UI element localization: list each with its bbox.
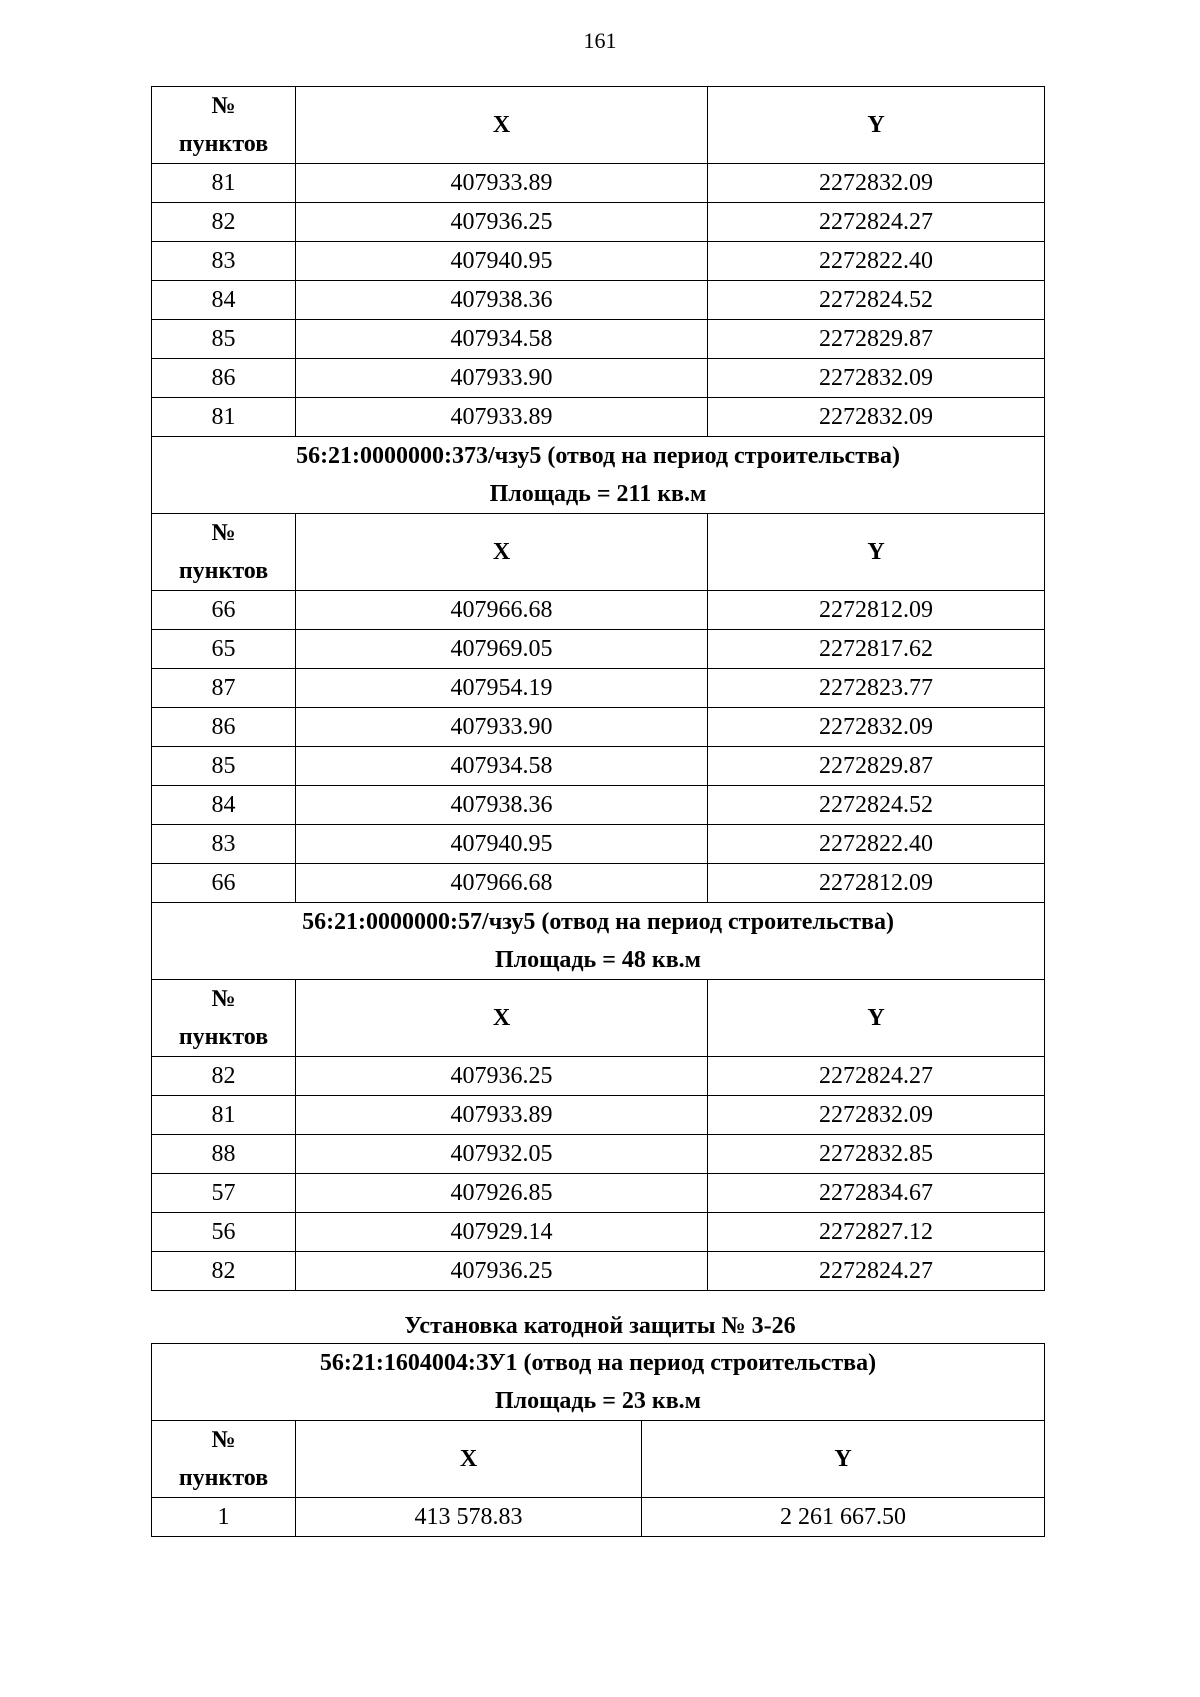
x-value: 407940.95 xyxy=(296,242,708,281)
x-value: 407933.90 xyxy=(296,708,708,747)
parcel-title: 56:21:1604004:ЗУ1 (отвод на период строительства) xyxy=(319,1350,877,1376)
y-value: 2272824.52 xyxy=(708,786,1045,825)
point-number: 87 xyxy=(152,669,296,708)
point-number: 85 xyxy=(152,320,296,359)
point-number: 65 xyxy=(152,630,296,669)
table-row xyxy=(152,398,1045,437)
x-value: 407938.36 xyxy=(296,281,708,320)
parcel-area: Площадь = 48 кв.м xyxy=(494,947,702,973)
y-value: 2272824.27 xyxy=(708,1252,1045,1291)
parcel-header-row xyxy=(152,903,1045,980)
point-number: 82 xyxy=(152,203,296,242)
y-value: 2272822.40 xyxy=(708,825,1045,864)
y-value: 2272834.67 xyxy=(708,1174,1045,1213)
y-value: 2272824.52 xyxy=(708,281,1045,320)
header-x: X xyxy=(296,87,708,164)
parcel-title: 56:21:0000000:373/чзу5 (отвод на период строительства) xyxy=(296,443,900,469)
column-header-row xyxy=(152,1421,1045,1498)
x-value: 407938.36 xyxy=(296,786,708,825)
x-value: 407969.05 xyxy=(296,630,708,669)
x-value: 407926.85 xyxy=(296,1174,708,1213)
point-number: 66 xyxy=(152,864,296,903)
parcel-header-row xyxy=(152,437,1045,514)
cathodic-coordinates-table xyxy=(151,1343,1045,1537)
header-y: Y xyxy=(708,514,1045,591)
y-value: 2272832.09 xyxy=(708,708,1045,747)
point-number: 86 xyxy=(152,359,296,398)
table-row xyxy=(152,669,1045,708)
point-number: 82 xyxy=(152,1252,296,1291)
x-value: 407936.25 xyxy=(296,1057,708,1096)
parcel-cell xyxy=(152,903,1045,980)
x-value: 407933.90 xyxy=(296,359,708,398)
parcel-cell xyxy=(152,437,1045,514)
header-point-number: № пунктов xyxy=(152,514,296,591)
x-value: 407934.58 xyxy=(296,320,708,359)
table-row xyxy=(152,630,1045,669)
x-value: 407936.25 xyxy=(296,203,708,242)
header-y: Y xyxy=(642,1421,1045,1498)
x-value: 407936.25 xyxy=(296,1252,708,1291)
table-row xyxy=(152,1174,1045,1213)
header-point-number: № пунктов xyxy=(152,980,296,1057)
table-row xyxy=(152,747,1045,786)
table-row xyxy=(152,1135,1045,1174)
y-value: 2272817.62 xyxy=(708,630,1045,669)
column-header-row xyxy=(152,87,1045,164)
table-row xyxy=(152,242,1045,281)
point-number: 66 xyxy=(152,591,296,630)
x-value: 407929.14 xyxy=(296,1213,708,1252)
table-row xyxy=(152,708,1045,747)
x-value: 407954.19 xyxy=(296,669,708,708)
table-row xyxy=(152,1213,1045,1252)
point-number: 57 xyxy=(152,1174,296,1213)
y-value: 2272829.87 xyxy=(708,320,1045,359)
coordinates-table xyxy=(151,86,1045,1291)
header-point-number: № пунктов xyxy=(152,1421,296,1498)
header-point-number: № пунктов xyxy=(152,87,296,164)
x-value: 413 578.83 xyxy=(296,1498,642,1537)
table-row xyxy=(152,591,1045,630)
point-number: 81 xyxy=(152,398,296,437)
point-number: 86 xyxy=(152,708,296,747)
table-row xyxy=(152,203,1045,242)
table-row xyxy=(152,1252,1045,1291)
y-value: 2 261 667.50 xyxy=(642,1498,1045,1537)
y-value: 2272812.09 xyxy=(708,591,1045,630)
table-row xyxy=(152,164,1045,203)
x-value: 407966.68 xyxy=(296,864,708,903)
header-x: X xyxy=(296,980,708,1057)
y-value: 2272832.09 xyxy=(708,1096,1045,1135)
table-row xyxy=(152,1096,1045,1135)
point-number: 84 xyxy=(152,281,296,320)
y-value: 2272832.09 xyxy=(708,359,1045,398)
point-number: 84 xyxy=(152,786,296,825)
table-row xyxy=(152,825,1045,864)
point-number: 81 xyxy=(152,1096,296,1135)
table-row xyxy=(152,1057,1045,1096)
point-number: 83 xyxy=(152,825,296,864)
table-row xyxy=(152,359,1045,398)
page-number: 161 xyxy=(583,28,617,53)
x-value: 407932.05 xyxy=(296,1135,708,1174)
point-number: 81 xyxy=(152,164,296,203)
point-number: 88 xyxy=(152,1135,296,1174)
table-row xyxy=(152,786,1045,825)
column-header-row xyxy=(152,514,1045,591)
y-value: 2272827.12 xyxy=(708,1213,1045,1252)
header-y: Y xyxy=(708,87,1045,164)
y-value: 2272824.27 xyxy=(708,1057,1045,1096)
y-value: 2272832.09 xyxy=(708,398,1045,437)
y-value: 2272832.85 xyxy=(708,1135,1045,1174)
header-x: X xyxy=(296,514,708,591)
point-number: 85 xyxy=(152,747,296,786)
y-value: 2272822.40 xyxy=(708,242,1045,281)
column-header-row xyxy=(152,980,1045,1057)
table-row xyxy=(152,1498,1045,1537)
header-x: X xyxy=(296,1421,642,1498)
table-row xyxy=(152,281,1045,320)
parcel-cell xyxy=(152,1344,1045,1421)
parcel-header-row xyxy=(152,1344,1045,1421)
y-value: 2272829.87 xyxy=(708,747,1045,786)
x-value: 407933.89 xyxy=(296,398,708,437)
header-y: Y xyxy=(708,980,1045,1057)
point-number: 83 xyxy=(152,242,296,281)
y-value: 2272823.77 xyxy=(708,669,1045,708)
point-number: 82 xyxy=(152,1057,296,1096)
parcel-title: 56:21:0000000:57/чзу5 (отвод на период строительства) xyxy=(302,909,894,935)
parcel-area: Площадь = 23 кв.м xyxy=(494,1388,702,1414)
table-row xyxy=(152,320,1045,359)
cathodic-section-title: Установка катодной защиты № 3-26 xyxy=(404,1313,796,1339)
point-number: 56 xyxy=(152,1213,296,1252)
x-value: 407933.89 xyxy=(296,1096,708,1135)
point-number: 1 xyxy=(152,1498,296,1537)
parcel-area: Площадь = 211 кв.м xyxy=(489,481,707,507)
x-value: 407933.89 xyxy=(296,164,708,203)
table-row xyxy=(152,864,1045,903)
x-value: 407966.68 xyxy=(296,591,708,630)
y-value: 2272812.09 xyxy=(708,864,1045,903)
x-value: 407940.95 xyxy=(296,825,708,864)
y-value: 2272824.27 xyxy=(708,203,1045,242)
x-value: 407934.58 xyxy=(296,747,708,786)
y-value: 2272832.09 xyxy=(708,164,1045,203)
